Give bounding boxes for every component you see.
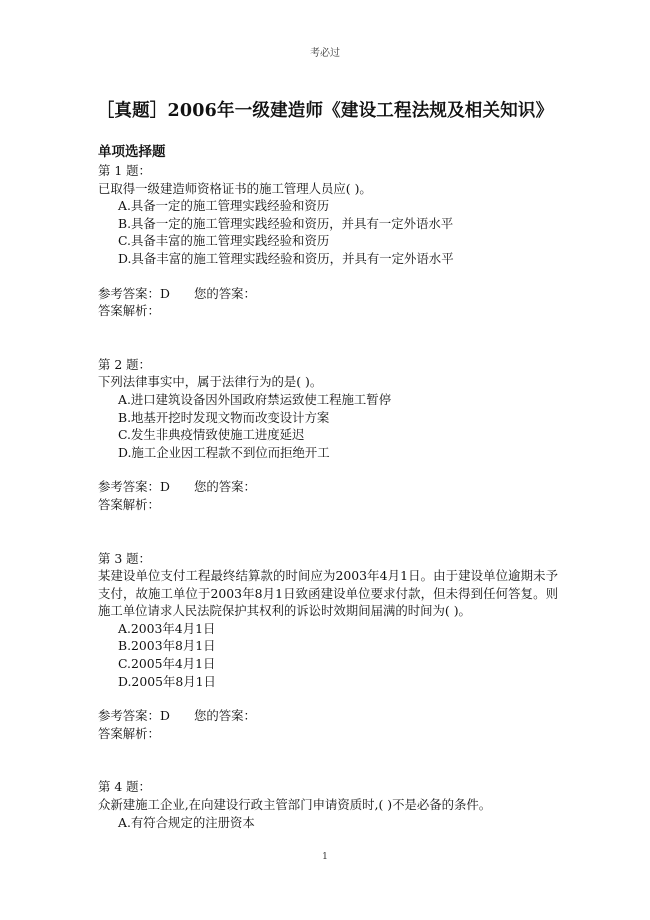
option-c: C.2005年4月1日 xyxy=(118,656,216,672)
question-stem: 某建设单位支付工程最终结算款的时间应为2003年4月1日。由于建设单位逾期未予支付，故施工单位于2003年8月1日致函建设单位要求付款，但未得到任何答复。则施工单位请求人民法院保护其权利的诉讼时效期间届满的时间为( )。 xyxy=(98,568,558,619)
option-c: C.具备丰富的施工管理实践经验和资历 xyxy=(118,233,330,249)
option-b: B.具备一定的施工管理实践经验和资历，并具有一定外语水平 xyxy=(118,215,454,231)
option-d: D.具备丰富的施工管理实践经验和资历，并具有一定外语水平 xyxy=(118,250,454,266)
option-list xyxy=(98,391,558,461)
option-c: C.发生非典疫情致使施工进度延迟 xyxy=(118,427,305,443)
answer-line xyxy=(98,707,558,725)
your-answer: 您的答案： xyxy=(194,708,256,724)
section-heading: 单项选择题 xyxy=(98,144,166,160)
option-list xyxy=(98,197,558,267)
reference-answer: 参考答案：D xyxy=(98,479,170,495)
document-body xyxy=(98,142,558,831)
page-header: 考必过 xyxy=(310,48,340,59)
question-label: 第 1 题： xyxy=(98,163,151,178)
option-b: B.2003年8月1日 xyxy=(118,638,216,654)
option-list xyxy=(98,620,558,690)
option-a: A.具备一定的施工管理实践经验和资历 xyxy=(118,198,330,214)
option-b: B.地基开挖时发现文物而改变设计方案 xyxy=(118,409,330,425)
reference-answer: 参考答案：D xyxy=(98,708,170,724)
answer-line xyxy=(98,285,558,303)
option-d: D.施工企业因工程款不到位而拒绝开工 xyxy=(118,444,330,460)
reference-answer: 参考答案：D xyxy=(98,285,170,301)
page-number: 1 xyxy=(322,852,328,862)
question-stem: 已取得一级建造师资格证书的施工管理人员应( )。 xyxy=(98,180,372,196)
question-stem: 众新建施工企业,在向建设行政主管部门申请资质时,( )不是必备的条件。 xyxy=(98,797,492,813)
option-a: A.进口建筑设备因外国政府禁运致使工程施工暂停 xyxy=(118,391,392,407)
question-label: 第 4 题： xyxy=(98,779,151,795)
answer-line xyxy=(98,478,558,496)
answer-analysis: 答案解析： xyxy=(98,303,160,319)
answer-analysis: 答案解析： xyxy=(98,496,160,512)
question-label: 第 2 题： xyxy=(98,356,151,372)
option-a: A.2003年4月1日 xyxy=(118,620,216,636)
your-answer: 您的答案： xyxy=(194,285,256,301)
question-3 xyxy=(98,550,558,743)
answer-analysis: 答案解析： xyxy=(98,725,160,741)
option-d: D.2005年8月1日 xyxy=(118,673,216,689)
question-1 xyxy=(98,162,558,320)
document-title: ［真题］2006年一级建造师《建设工程法规及相关知识》 xyxy=(96,101,554,121)
option-list xyxy=(98,814,558,832)
question-stem: 下列法律事实中，属于法律行为的是( )。 xyxy=(98,374,323,390)
question-2 xyxy=(98,356,558,514)
question-label: 第 3 题： xyxy=(98,550,151,566)
question-4 xyxy=(98,778,558,831)
option-a: A.有符合规定的注册资本 xyxy=(118,814,255,830)
your-answer: 您的答案： xyxy=(194,479,256,495)
